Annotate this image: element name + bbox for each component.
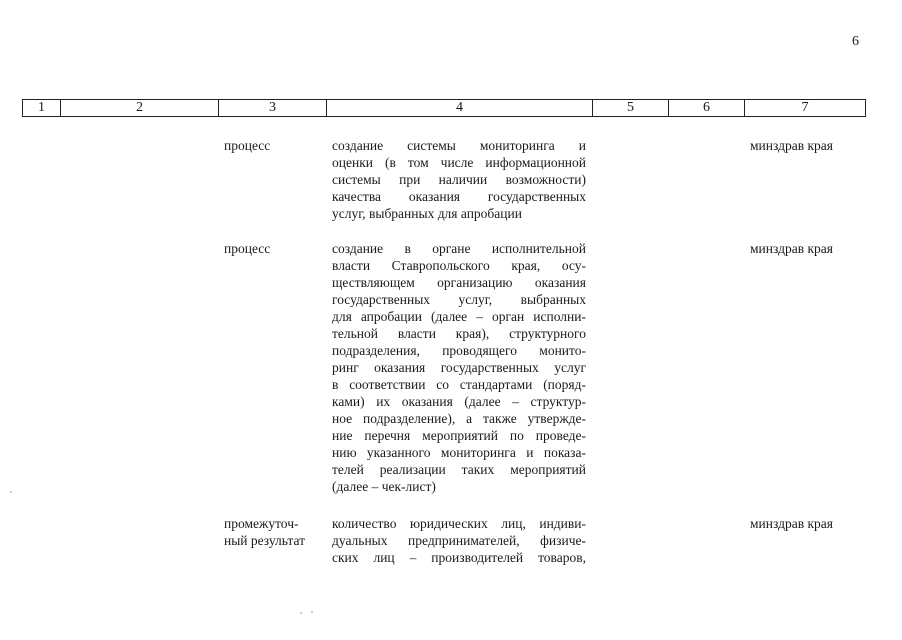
row-2-desc-line: нию указанного мониторинга и показа- — [332, 445, 586, 460]
row-1-desc-line: оценки (в том числе информационной — [332, 155, 586, 170]
row-3-responsible: минздрав края — [750, 516, 833, 531]
row-2-desc-line: (далее – чек-лист) — [332, 479, 436, 494]
row-1-type-line: процесс — [224, 138, 271, 153]
scan-speck — [10, 491, 12, 493]
row-3-type — [224, 515, 324, 549]
row-1-desc-line: создание системы мониторинга и — [332, 138, 586, 153]
header-column-1: 1 — [23, 100, 61, 117]
row-2-desc-line: ществляющем организацию оказания — [332, 275, 586, 290]
header-column-7: 7 — [745, 100, 866, 117]
row-2-desc-line: телей реализации таких мероприятий — [332, 462, 586, 477]
row-1-desc-line: качества оказания государственных — [332, 189, 586, 204]
scan-speck — [300, 612, 302, 614]
header-column-6: 6 — [669, 100, 745, 117]
row-2-responsible: минздрав края — [750, 241, 833, 256]
row-3-desc-line: количество юридических лиц, индиви- — [332, 516, 586, 531]
scan-speck — [311, 611, 313, 613]
row-2-desc-line: ками) их оказания (далее – структур- — [332, 394, 586, 409]
row-2-desc-line: подразделения, проводящего монито- — [332, 343, 586, 358]
row-1-responsible: минздрав края — [750, 138, 833, 153]
row-2-desc-line: власти Ставропольского края, осу- — [332, 258, 586, 273]
row-2-desc-line: создание в органе исполнительной — [332, 241, 586, 256]
row-2-desc-line: для апробации (далее – орган исполни- — [332, 309, 586, 324]
header-column-2: 2 — [61, 100, 219, 117]
row-2-desc-line: в соответствии со стандартами (поряд- — [332, 377, 586, 392]
row-2-description — [332, 240, 586, 495]
row-3-description — [332, 515, 586, 566]
row-2-type-line: процесс — [224, 241, 271, 256]
row-1-desc-line: услуг, выбранных для апробации — [332, 206, 522, 221]
header-column-5: 5 — [593, 100, 669, 117]
row-3-type-line: ный результат — [224, 533, 305, 548]
header-column-3: 3 — [219, 100, 327, 117]
row-1-desc-line: системы при наличии возможности) — [332, 172, 586, 187]
row-2-desc-line: ное подразделение), а также утвержде- — [332, 411, 586, 426]
table-header-row — [22, 99, 866, 117]
row-2-desc-line: ние перечня мероприятий по проведе- — [332, 428, 586, 443]
header-column-4: 4 — [327, 100, 593, 117]
row-3-desc-line: ских лиц – производителей товаров, — [332, 550, 586, 565]
row-2-desc-line: ринг оказания государственных услуг — [332, 360, 586, 375]
row-3-desc-line: дуальных предпринимателей, физиче- — [332, 533, 586, 548]
row-2-desc-line: государственных услуг, выбранных — [332, 292, 586, 307]
row-2-type — [224, 240, 324, 257]
row-1-description — [332, 137, 586, 222]
row-1-type — [224, 137, 324, 154]
row-3-type-line: промежуточ- — [224, 516, 299, 531]
row-2-desc-line: тельной власти края), структурного — [332, 326, 586, 341]
page-number: 6 — [852, 34, 859, 49]
